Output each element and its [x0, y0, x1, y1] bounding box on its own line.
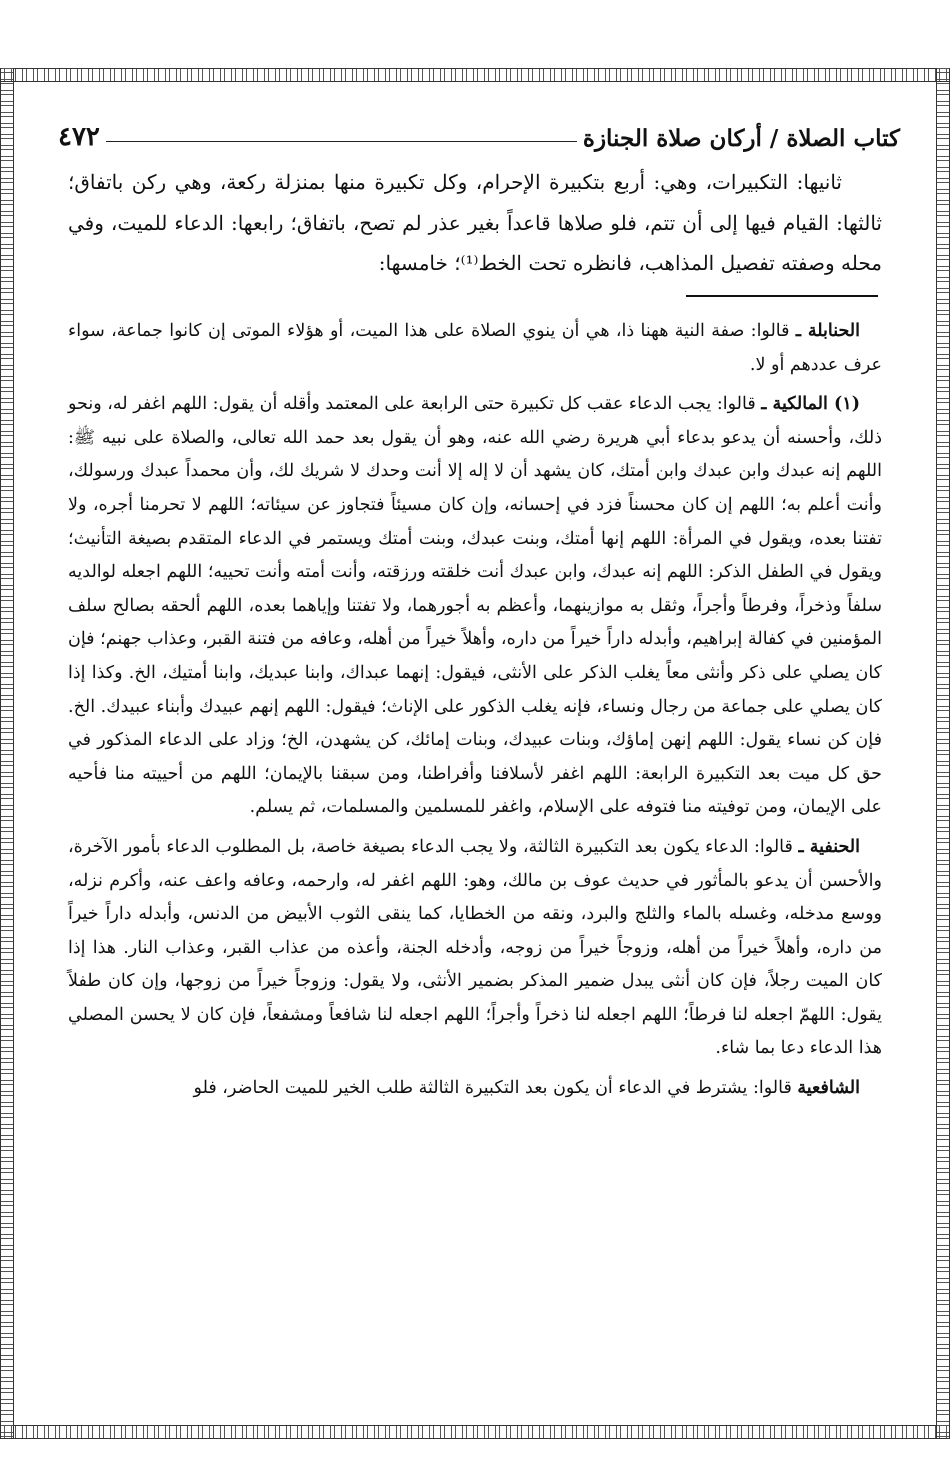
ornamental-border-left — [0, 68, 14, 1439]
footnote-text: قالوا: الدعاء يكون بعد التكبيرة الثالثة، ولا يجب الدعاء بصيغة خاصة، بل المطلوب الدعاء بأمور الآخرة، والأحسن أن يدعو بالمأثور في حديث عوف بن مالك، وهو: اللهم اغفر له، وارحمه، وعافه واعف عنه، وأكرم نزله، ووسع مدخله، وغسله بالماء والثلج والبرد، ونقه من الخطايا، كما ينقى الثوب الأبيض من الدنس، وأبدله داراً خيراً من داره، وأهلاً خيراً من أهله، وزوجاً خيراً من زوجه، وأدخله الجنة، وأعذه من عذاب القبر، وعذاب النار. هذا إذا كان الميت رجلاً، فإن كان أنثى يبدل ضمير المذكر بضمير الأنثى، ولا يقول: وزوجاً خيراً من زوجها، وإن كان طفلاً يقول: اللهمّ اجعله لنا فرطاً؛ اللهم اجعله لنا ذخراً وأجراً؛ اللهم اجعله لنا شافعاً ومشفعاً، فإن كان لا يحسن المصلي هذا الدعاء دعا بما شاء. — [68, 836, 882, 1059]
main-paragraph: ثانيها: التكبيرات، وهي: أربع بتكبيرة الإحرام، وكل تكبيرة منها بمنزلة ركعة، وهي ركن باتفاق؛ ثالثها: القيام فيها إلى أن تتم، فلو صلاها قاعداً بغير عذر لم تصح، باتفاق؛ رابعها: الدعاء للميت، وفي محله وصفته تفصيل المذاهب، فانظره تحت الخط⁽¹⁾؛ خامسها: — [68, 170, 882, 275]
footnote-lead: الحنابلة ـ — [795, 321, 860, 341]
footnote-text: قالوا: صفة النية ههنا ذا، هي أن ينوي الصلاة على هذا الميت، أو هؤلاء الموتى إن كانوا جماعة، سواء عرف عددهم أو لا. — [68, 321, 882, 375]
footnote-text: قالوا: يشترط في الدعاء أن يكون بعد التكبيرة الثالثة طلب الخير للميت الحاضر، فلو — [193, 1078, 792, 1099]
chapter-title: كتاب الصلاة / أركان صلاة الجنازة — [582, 125, 900, 152]
footnote-shafii — [68, 1072, 882, 1106]
footnote-lead: الحنفية ـ — [798, 836, 860, 857]
page-number: ٤٧٢ — [58, 122, 100, 152]
footnotes — [68, 315, 882, 1112]
footnote-hanafi — [68, 831, 882, 1066]
main-text — [68, 162, 882, 284]
ornamental-border-right — [936, 68, 950, 1439]
running-header — [50, 112, 900, 152]
footnote-lead: الشافعية — [797, 1078, 860, 1099]
ornamental-border-bottom — [0, 1425, 950, 1439]
footnote-lead: (١) المالكية ـ — [761, 394, 860, 415]
footnote-hanbali — [68, 315, 882, 382]
footnote-text: قالوا: يجب الدعاء عقب كل تكبيرة حتى الرابعة على المعتمد وأقله أن يقول: اللهم اغفر له، ونحو ذلك، وأحسنه أن يدعو بدعاء أبي هريرة رضي الله عنه، وهو أن يقول بعد حمد الله تعالى، والصلاة على نبيه ﷺ: اللهم إنه عبدك وابن عبدك وابن أمتك، كان يشهد أن لا إله إلا أنت وحدك لا شريك لك، وأن محمداً عبدك ورسولك، وأنت أعلم به؛ اللهم إن كان محسناً فزد في إحسانه، وإن كان مسيئاً فتجاوز عن سيئاته؛ اللهم لا تحرمنا أجره، ولا تفتنا بعده، ويقول في المرأة: اللهم إنها أمتك، وبنت عبدك، وبنت أمتك ويستمر في الدعاء المتقدم بصيغة التأنيث؛ ويقول في الطفل الذكر: اللهم إنه عبدك، وابن عبدك أنت خلقته ورزقته، وأنت أمته وأنت تحييه؛ اللهم اجعله لوالديه سلفاً وذخراً، وفرطاً وأجراً، وثقل به موازينهما، وأعظم به أجورهما، ولا تفتنا وإياهما بعده، اللهم ألحقه بصالح سلف المؤمنين في كفالة إبراهيم، وأبدله داراً خيراً من داره، وأهلاً خيراً من أهله، وعافه من فتنة القبر، وعذاب جهنم؛ فإن كان يصلي على ذكر وأنثى معاً يغلب الذكر على الأنثى، فيقول: إنهما عبداك، وابنا عبديك، وابنا أمتيك، الخ. وكذا إذا كان يصلي على جماعة من رجال ونساء، فإنه يغلب الذكور على الإناث؛ فيقول: اللهم إنهم عبيدك وأبناء عبيدك. الخ. فإن كن نساء يقول: اللهم إنهن إماؤك، وبنات عبيدك، وبنات إمائك، كن يشهدن، الخ؛ وزاد على الدعاء المذكور في حق كل ميت بعد التكبيرة الرابعة: اللهم اغفر لأسلافنا وأفراطنا، ومن سبقنا بالإيمان؛ اللهم من أحييته منا فأحيه على الإيمان، ومن توفيته منا فتوفه على الإسلام، واغفر للمسلمين والمسلمات، ثم يسلم. — [68, 394, 882, 818]
header-rule — [106, 141, 577, 142]
ornamental-border-top — [0, 68, 950, 82]
footnote-maliki — [68, 388, 882, 825]
footnote-separator — [686, 295, 878, 297]
